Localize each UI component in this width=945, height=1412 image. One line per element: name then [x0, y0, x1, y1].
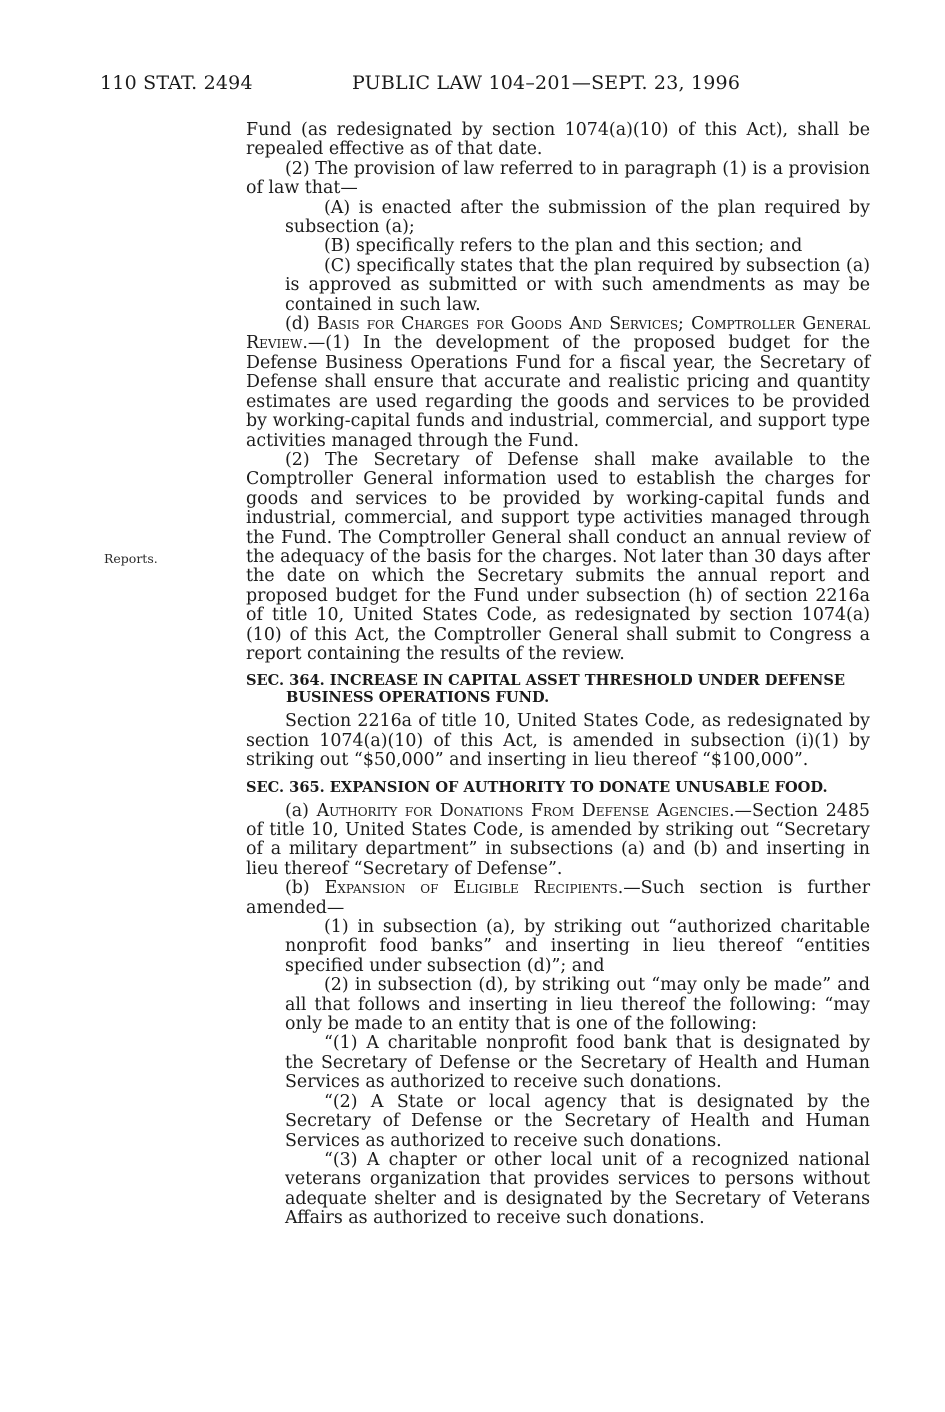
quoted-paragraph: “(1) A charitable nonprofit food bank that is designated by the Secretary of Defense or the Secretary of Health and Human Services as authorized to receive such donations. — [285, 1033, 870, 1093]
paragraph: (2) The provision of law referred to in paragraph (1) is a provision of law that— — [246, 158, 870, 199]
section-heading-line: BUSINESS OPERATIONS FUND. — [286, 689, 550, 707]
paragraph: Fund (as redesignated by section 1074(a)(10) of this Act), shall be repealed effective as of that date. — [246, 120, 870, 160]
subparagraph: (B) specifically refers to the plan and this section; and — [324, 236, 803, 257]
law-title: PUBLIC LAW 104–201—SEPT. 23, 1996 — [352, 72, 741, 94]
paragraph — [246, 879, 870, 918]
section-heading-line: SEC. 364. INCREASE IN CAPITAL ASSET THRESHOLD UNDER DEFENSE — [246, 672, 846, 690]
quoted-paragraph: “(2) A State or local agency that is designated by the Secretary of Defense or the Secretary of Health and Human Services as authorized to receive such donations. — [285, 1091, 870, 1151]
paragraph — [246, 802, 870, 880]
subsection-caption: Authority for Donations From Defense Agencies. — [316, 800, 735, 821]
subsection-lead: (b) — [285, 878, 325, 899]
paragraph: (2) The Secretary of Defense shall make available to the Comptroller General information used to establish the charges for goods and services to be provided by working-capital funds and industrial, commercial, and support type activities managed through the Fund. The Comptroller General shall conduct an annual review of the adequacy of the basis for the charges. Not later than 30 days after the date on which the Secretary submits the annual report and proposed budget for the Fund under subsection (h) of section 2216a of title 10, United States Code, as redesignated by section 1074(a)(10) of this Act, the Comptroller General shall submit to Congress a report containing the results of the review. — [246, 449, 870, 664]
subparagraph: (2) in subsection (d), by striking out “may only be made” and all that follows and inserting in lieu thereof the following: “may only be made to an entity that is one of the following: — [285, 975, 870, 1035]
paragraph-text: —Such section is further amended— — [246, 878, 871, 918]
subsection-lead: (a) — [285, 800, 317, 821]
section-heading-line: SEC. 365. EXPANSION OF AUTHORITY TO DONATE UNUSABLE FOOD. — [246, 778, 828, 796]
subsection-lead: (d) — [285, 314, 317, 335]
paragraph — [246, 315, 870, 451]
subparagraph: (C) specifically states that the plan required by subsection (a) is approved as submitted or with such amendments as may be contained in such law. — [285, 255, 870, 315]
statute-page-number: 110 STAT. 2494 — [100, 72, 253, 94]
section-heading — [246, 779, 870, 796]
paragraph: Section 2216a of title 10, United States Code, as redesignated by section 1074(a)(10) of this Act, is amended in subsection (i)(1) by striking out “$50,000” and inserting in lieu thereof “$100,000”. — [246, 711, 870, 771]
subparagraph: (1) in subsection (a), by striking out “authorized charitable nonprofit food banks” and inserting in lieu thereof “entities specified under subsection (d)”; and — [285, 917, 870, 976]
margin-note-reports: Reports. — [104, 551, 158, 566]
subsection-caption: Expansion of Eligible Recipients. — [324, 878, 624, 899]
paragraph-text: —Section 2485 of title 10, United States Code, is amended by striking out “Secretary of a military department” in subsections (a) and (b) and inserting in lieu thereof “Secretary of Defense”. — [246, 800, 870, 879]
subparagraph: (A) is enacted after the submission of the plan required by subsection (a); — [285, 197, 870, 238]
paragraph-text: —(1) In the development of the proposed budget for the Defense Business Operations Fund for a fiscal year, the Secretary of Defense shall ensure that accurate and realistic pricing and quantity estimates are used regarding the goods and services to be provided by working-capital funds and industrial, commercial, and support type activities managed through the Fund. — [246, 333, 870, 451]
subsection-caption: Basis for Charges for Goods And Services; Comptroller General Review. — [246, 314, 870, 354]
section-heading — [246, 672, 870, 706]
quoted-paragraph: “(3) A chapter or other local unit of a recognized national veterans organization that provides services to persons without adequate shelter and is designated by the Secretary of Veterans Affairs as authorized to receive such donations. — [285, 1149, 870, 1229]
body-text — [246, 121, 870, 1229]
